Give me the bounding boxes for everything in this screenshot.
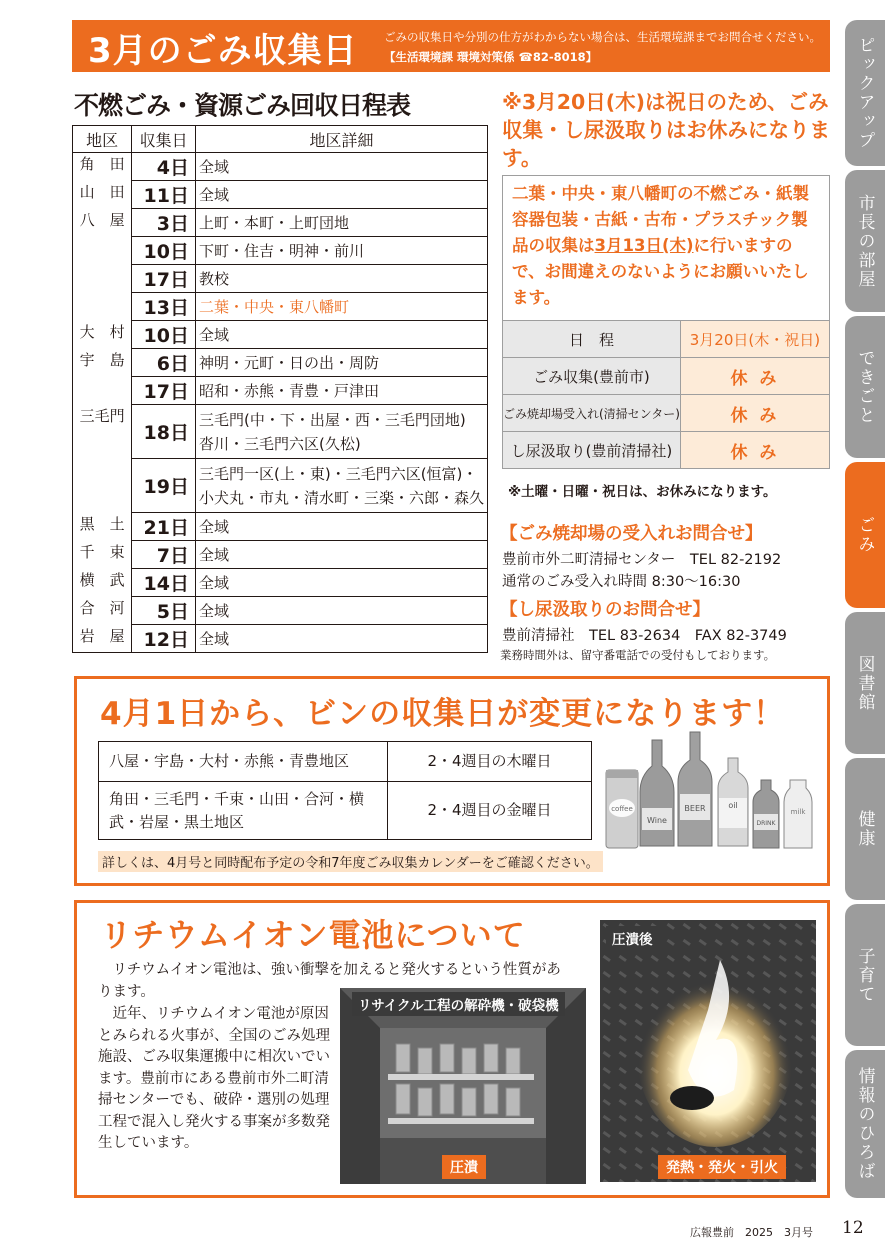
detail-cell: 昭和・赤熊・青豊・戸津田 — [195, 377, 487, 405]
table-row — [73, 597, 488, 625]
detail-cell: 全域 — [195, 597, 487, 625]
incinerator-line2: 通常のごみ受入れ時間 8:30～16:30 — [502, 574, 741, 590]
day-cell: 13日 — [132, 293, 196, 321]
wine-bottle-icon — [640, 740, 674, 846]
day-cell: 7日 — [132, 541, 196, 569]
tab-label: 情報のひろば — [854, 1067, 875, 1181]
tab-pickup[interactable] — [845, 20, 885, 166]
tab-events[interactable] — [845, 316, 885, 458]
tab-label: できごと — [854, 349, 875, 425]
holiday-date: 3月13日(木) — [594, 236, 694, 255]
table-row — [503, 395, 830, 432]
tab-childcare[interactable] — [845, 904, 885, 1046]
area-cell: 横 武 — [73, 569, 132, 597]
day-cell: 19日 — [132, 459, 196, 513]
detail-cell — [195, 459, 487, 513]
table-row — [503, 358, 830, 395]
day-cell: 18日 — [132, 405, 196, 459]
day-cell: 5日 — [132, 597, 196, 625]
detail-cell — [195, 405, 487, 459]
tab-mayor[interactable] — [845, 170, 885, 312]
day-cell: 10日 — [132, 321, 196, 349]
bin-days-cell: 2・4週目の金曜日 — [388, 782, 592, 840]
table-row — [73, 293, 488, 321]
day-cell: 17日 — [132, 265, 196, 293]
battery-paragraph-1: リチウムイオン電池は、強い衝撃を加えると発火するという性質があります。 — [98, 962, 561, 1000]
area-cell: 八 屋 — [73, 209, 132, 237]
detail-cell: 全域 — [195, 513, 487, 541]
drink-bottle-icon — [753, 780, 779, 848]
holiday-text-after: に行いますので、お間違えのないようにお願いいたします。 — [512, 236, 809, 307]
table-row — [73, 321, 488, 349]
header-area: 地区 — [73, 126, 132, 153]
night-soil-title: 【し尿汲取りのお問合せ】 — [500, 600, 710, 620]
fire-photo — [600, 920, 816, 1182]
bottle-label: milk — [790, 808, 806, 816]
day-cell: 11日 — [132, 181, 196, 209]
page-header-banner — [72, 20, 830, 72]
area-cell — [73, 237, 132, 265]
holiday-title: ※3月20日(木)は祝日のため、ごみ収集・し尿汲取りはお休みになります。 — [502, 90, 830, 170]
photo2-label: 発熱・発火・引火 — [658, 1155, 786, 1179]
detail-cell: 教校 — [195, 265, 487, 293]
bin-areas-cell: 八屋・宇島・大村・赤熊・青豊地区 — [99, 742, 388, 782]
detail-cell: 全域 — [195, 153, 487, 181]
holiday-header-label: 日 程 — [503, 321, 681, 358]
table-row — [73, 265, 488, 293]
tab-label: ごみ — [854, 516, 875, 554]
bin-note: 詳しくは、4月号と同時配布予定の令和7年度ごみ収集カレンダーをご確認ください。 — [98, 851, 603, 872]
header-contact: 【生活環境課 環境対策係 ☎82-8018】 — [384, 50, 598, 64]
table-row — [73, 541, 488, 569]
tab-label: ピックアップ — [854, 36, 875, 150]
detail-line: 小犬丸・市丸・清水町・三楽・六郎・森久 — [198, 488, 484, 507]
detail-cell: 全域 — [195, 541, 487, 569]
detail-cell: 神明・元町・日の出・周防 — [195, 349, 487, 377]
table-row — [73, 459, 488, 513]
tab-label: 子育て — [854, 946, 875, 1004]
incinerator-title: 【ごみ焼却場の受入れお問合せ】 — [500, 524, 763, 544]
area-cell — [73, 265, 132, 293]
area-cell: 大 村 — [73, 321, 132, 349]
tab-info[interactable] — [845, 1050, 885, 1198]
header-day: 収集日 — [132, 126, 196, 153]
schedule-title: 不燃ごみ・資源ごみ回収日程表 — [74, 91, 411, 120]
detail-cell: 二葉・中央・東八幡町 — [195, 293, 487, 321]
incinerator-line1: 豊前市外二町清掃センター TEL 82-2192 — [502, 552, 782, 568]
detail-line: 三毛門一区(上・東)・三毛門六区(恒富)・ — [198, 464, 478, 483]
day-cell: 10日 — [132, 237, 196, 265]
day-cell: 17日 — [132, 377, 196, 405]
tab-label: 市長の部屋 — [854, 193, 875, 289]
oil-bottle-icon — [718, 758, 748, 846]
schedule-table — [72, 125, 488, 653]
table-row — [73, 237, 488, 265]
table-row — [73, 569, 488, 597]
photo1-label: 圧潰 — [442, 1155, 486, 1179]
day-cell: 4日 — [132, 153, 196, 181]
schedule-header-row — [73, 126, 488, 153]
holiday-text-before: 二葉・中央・東八幡町の不燃ごみ・紙製容器包装・古紙・古布・プラスチック製品の収集は — [512, 184, 809, 255]
holiday-row-value: 休 み — [680, 358, 829, 395]
area-cell: 合 河 — [73, 597, 132, 625]
bottle-label: oil — [728, 801, 738, 810]
fire-image — [600, 920, 816, 1182]
area-cell: 三毛門 — [73, 405, 132, 459]
tab-health[interactable] — [845, 758, 885, 900]
area-cell: 角 田 — [73, 153, 132, 181]
bottle-label: Wine — [647, 816, 667, 825]
holiday-header-value: 3月20日(木・祝日) — [680, 321, 829, 358]
photo1-caption: リサイクル工程の解砕機・破袋機 — [352, 992, 565, 1016]
night-soil-note: 業務時間外は、留守番電話での受付もしております。 — [500, 648, 776, 662]
holiday-row-label: ごみ焼却場受入れ(清掃センター) — [503, 395, 681, 432]
table-row — [99, 742, 592, 782]
battery-title: リチウムイオン電池について — [100, 916, 526, 954]
day-cell: 21日 — [132, 513, 196, 541]
area-cell: 千 束 — [73, 541, 132, 569]
bin-title: 4月1日から、ビンの収集日が変更になります！ — [100, 696, 786, 732]
page-number: 12 — [842, 1218, 864, 1238]
table-row — [73, 625, 488, 653]
detail-line: 沓川・三毛門六区(久松) — [198, 434, 361, 453]
bottles-illustration — [602, 728, 816, 850]
photo2-caption: 圧潰後 — [606, 926, 659, 950]
detail-cell: 全域 — [195, 321, 487, 349]
table-row — [73, 153, 488, 181]
area-cell: 岩 屋 — [73, 625, 132, 653]
holiday-row-value: 休 み — [680, 432, 829, 469]
holiday-footnote: ※土曜・日曜・祝日は、お休みになります。 — [508, 484, 777, 500]
bin-days-cell: 2・4週目の木曜日 — [388, 742, 592, 782]
table-row — [73, 377, 488, 405]
holiday-header-row — [503, 321, 830, 358]
table-row — [73, 405, 488, 459]
tab-label: 図書館 — [854, 654, 875, 712]
tab-garbage[interactable] — [845, 462, 885, 608]
table-row — [73, 181, 488, 209]
bottle-label: BEER — [684, 804, 706, 813]
detail-cell: 全域 — [195, 625, 487, 653]
bin-areas-cell: 角田・三毛門・千束・山田・合河・横武・岩屋・黒土地区 — [99, 782, 388, 840]
day-cell: 14日 — [132, 569, 196, 597]
holiday-text — [512, 181, 824, 311]
beer-bottle-icon — [678, 732, 712, 846]
bottle-label: DRINK — [756, 820, 776, 827]
milk-bottle-icon — [784, 780, 812, 848]
tab-label: 健康 — [854, 810, 875, 848]
night-soil-line1: 豊前清掃社 TEL 83-2634 FAX 82-3749 — [502, 628, 787, 644]
area-cell — [73, 459, 132, 513]
battery-paragraph-2: 近年、リチウムイオン電池が原因とみられる火事が、全国のごみ処理施設、ごみ収集運搬中に相次いでいます。豊前市にある豊前市外二町清掃センターでも、破砕・選別の処理工程で混入し発火する事案が多数発生しています。 — [98, 1006, 330, 1151]
area-cell — [73, 377, 132, 405]
table-row — [73, 209, 488, 237]
bottle-label: coffee — [611, 805, 633, 813]
holiday-row-label: ごみ収集(豊前市) — [503, 358, 681, 395]
area-cell: 山 田 — [73, 181, 132, 209]
detail-line: 三毛門(中・下・出屋・西・三毛門団地) — [198, 410, 466, 429]
day-cell: 12日 — [132, 625, 196, 653]
coffee-can-icon — [606, 770, 638, 848]
table-row — [73, 513, 488, 541]
header-detail: 地区詳細 — [195, 126, 487, 153]
table-row — [503, 432, 830, 469]
area-cell: 黒 土 — [73, 513, 132, 541]
holiday-table — [502, 320, 830, 469]
table-row — [73, 349, 488, 377]
detail-cell: 上町・本町・上町団地 — [195, 209, 487, 237]
holiday-row-value: 休 み — [680, 395, 829, 432]
holiday-row-label: し尿汲取り(豊前清掃社) — [503, 432, 681, 469]
area-cell — [73, 293, 132, 321]
table-row — [99, 782, 592, 840]
day-cell: 3日 — [132, 209, 196, 237]
day-cell: 6日 — [132, 349, 196, 377]
page-title: 3月のごみ収集日 — [88, 31, 358, 71]
detail-cell: 全域 — [195, 569, 487, 597]
detail-cell: 下町・住吉・明神・前川 — [195, 237, 487, 265]
detail-cell: 全域 — [195, 181, 487, 209]
bin-table — [98, 741, 592, 840]
publication-footer: 広報豊前 2025 3月号 — [690, 1226, 813, 1239]
tab-library[interactable] — [845, 612, 885, 754]
header-note: ごみの収集日や分別の仕方がわからない場合は、生活環境課までお問合せください。 — [384, 30, 821, 44]
area-cell: 宇 島 — [73, 349, 132, 377]
